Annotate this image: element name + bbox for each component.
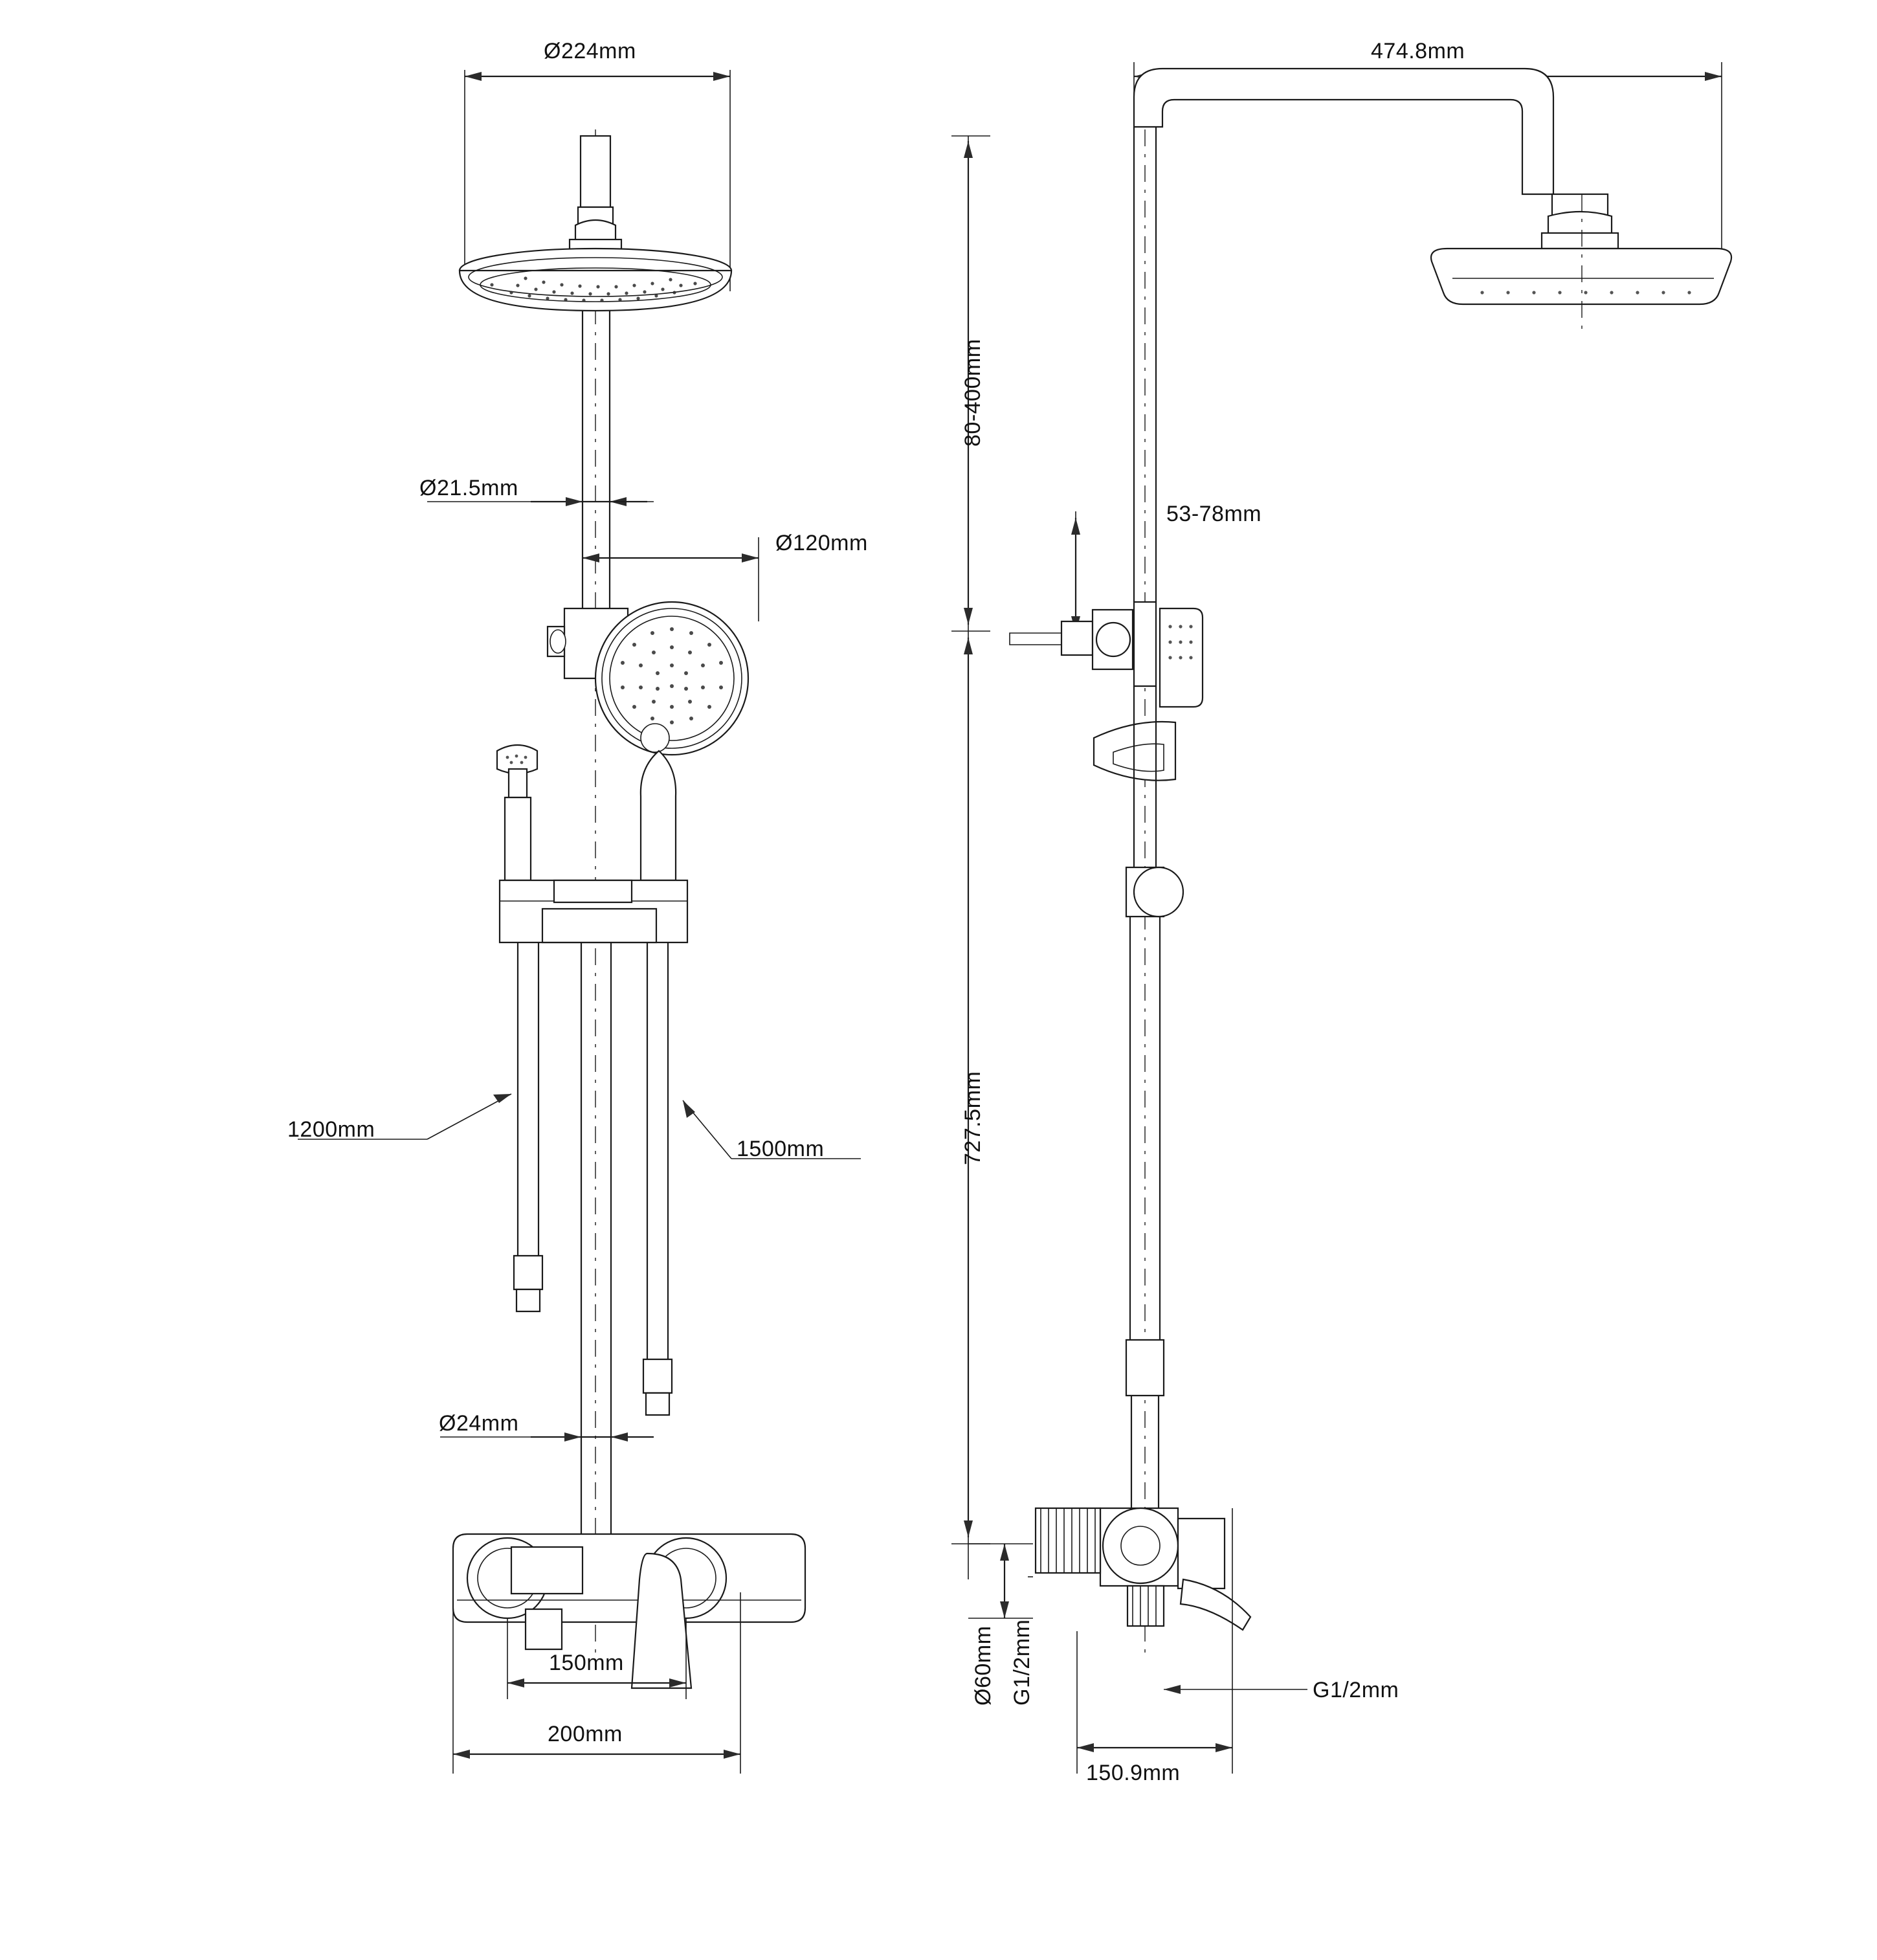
- dimension-mixer-projection: 150.9mm: [1086, 1761, 1181, 1785]
- dimension-inlet-thread-upper: G1/2mm: [1010, 1619, 1034, 1706]
- dimension-hand-shower-diameter: Ø120mm: [775, 531, 868, 555]
- dimension-mixer-body-diameter: Ø60mm: [971, 1625, 995, 1706]
- dimension-adjustable-height-range: 80-400mm: [961, 339, 985, 447]
- dimension-shower-arm-reach: 474.8mm: [1371, 39, 1465, 63]
- dimension-column-height: 727.5mm: [961, 1071, 985, 1165]
- dimension-riser-pipe-diameter: Ø21.5mm: [419, 476, 518, 500]
- dimension-hose-length-1500: 1500mm: [737, 1137, 825, 1161]
- side-view-geometry: [951, 62, 1731, 1774]
- dimension-mixer-inlet-spacing: 150mm: [549, 1651, 624, 1675]
- dimension-lower-pipe-diameter: Ø24mm: [439, 1411, 519, 1436]
- dimension-slider-bracket-range: 53-78mm: [1166, 502, 1262, 526]
- dimension-hose-length-1200: 1200mm: [287, 1117, 375, 1142]
- dimension-mixer-overall-width: 200mm: [548, 1722, 623, 1746]
- dimension-inlet-thread-lower: G1/2mm: [1313, 1678, 1399, 1702]
- front-view-geometry: [298, 70, 861, 1774]
- dimension-overhead-head-diameter: Ø224mm: [544, 39, 636, 63]
